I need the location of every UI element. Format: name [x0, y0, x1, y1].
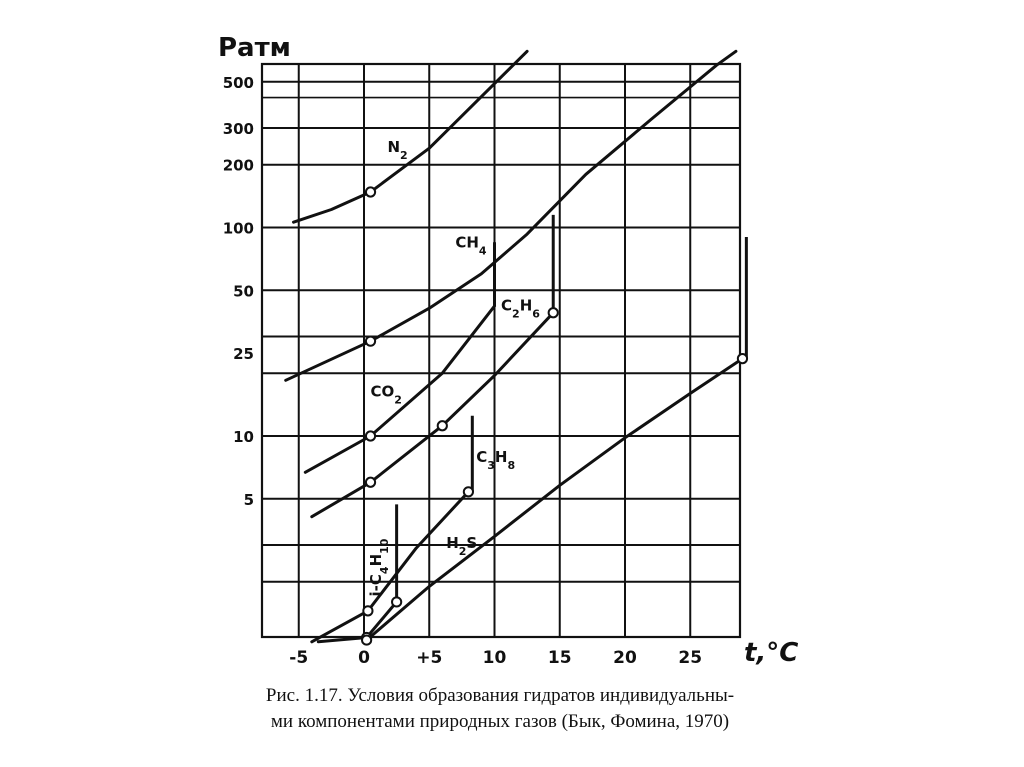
x-tick-label: +5	[416, 648, 443, 668]
y-tick-label: 200	[222, 156, 254, 175]
series-lines	[286, 51, 747, 642]
data-point-CO2	[366, 431, 375, 440]
y-axis-label: Pатм	[218, 33, 291, 63]
series-line-C2H6	[312, 313, 553, 517]
series-label-i-C4H10: $i-C_4H_{10}$	[366, 538, 391, 597]
y-tick-label: 500	[222, 73, 254, 92]
caption-line-2: ми компонентами природных газов (Бык, Фомина, 1970)	[270, 711, 730, 732]
series-line-CH4	[286, 51, 736, 380]
axis-ticks	[223, 74, 702, 668]
y-tick-label: 10	[233, 428, 254, 446]
data-point-C2H6	[366, 478, 375, 487]
data-point-C3H8	[464, 487, 473, 496]
data-point-H2S	[738, 354, 747, 363]
data-point-C2H6	[549, 308, 558, 317]
series-line-N2	[294, 51, 528, 222]
data-point-CH4	[366, 337, 375, 346]
series-label-N2: $N_2$	[387, 138, 408, 162]
data-point-N2	[366, 187, 375, 196]
series-label-C3H8: $C_3H_8$	[476, 448, 516, 472]
x-tick-label: 25	[678, 648, 703, 668]
x-tick-label: 15	[547, 648, 572, 668]
x-tick-label: 20	[613, 648, 637, 668]
figure-caption	[150, 683, 850, 735]
series-label-C2H6: $C_2H_6$	[501, 296, 540, 320]
plot-frame	[262, 64, 740, 637]
y-tick-label: 100	[222, 219, 254, 238]
y-tick-label: 5	[243, 490, 254, 509]
y-tick-label: 50	[233, 282, 254, 301]
series-labels	[367, 138, 540, 596]
series-line-i-C4H10	[318, 602, 396, 642]
data-point-C2H6	[438, 421, 447, 430]
y-tick-label: 25	[233, 345, 254, 364]
series-label-H2S: $H_2S$	[446, 534, 478, 558]
series-label-CH4: $CH_4$	[455, 233, 487, 258]
data-point-i-C4H10	[392, 597, 401, 606]
data-point-H2S	[362, 635, 371, 644]
x-axis-label: t,°C	[744, 638, 799, 668]
caption-line-1: Рис. 1.17. Условия образования гидратов индивидуальны-	[265, 685, 735, 706]
x-tick-label: 0	[358, 648, 370, 668]
grid	[262, 64, 740, 637]
x-tick-label: -5	[289, 648, 309, 668]
y-tick-label: 300	[222, 120, 254, 139]
series-label-CO2: $CO_2$	[370, 382, 402, 406]
x-tick-label: 10	[482, 648, 507, 668]
data-point-C3H8	[363, 606, 372, 615]
series-line-CO2	[305, 306, 494, 472]
